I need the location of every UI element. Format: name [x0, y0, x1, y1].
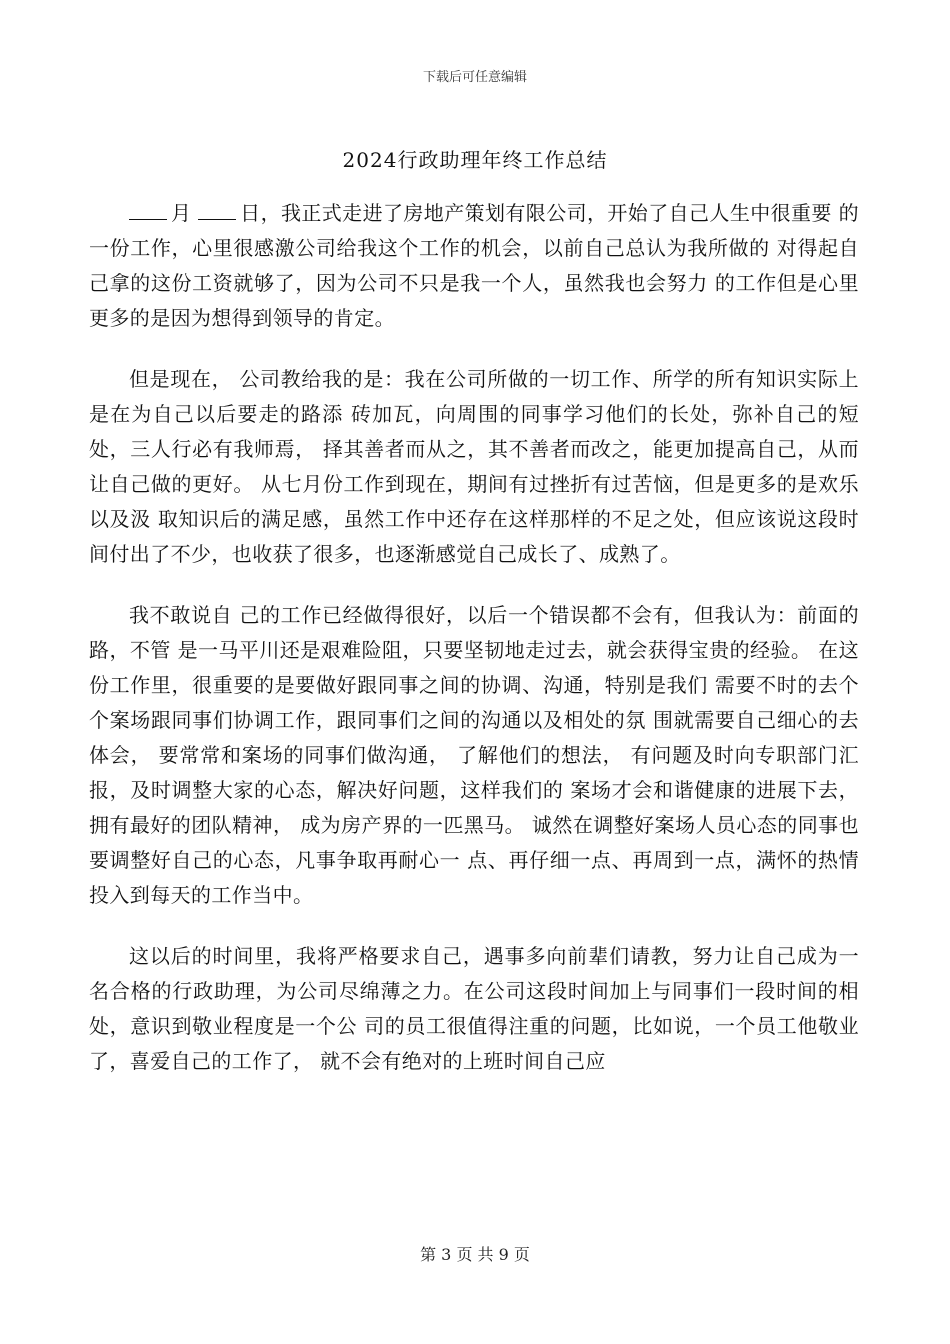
page-number: 第 3 页 共 9 页	[420, 1245, 530, 1264]
document-body	[89, 196, 859, 1105]
paragraph-date-line	[89, 196, 859, 336]
paragraph: 我不敢说自 己的工作已经做得很好，以后一个错误都不会有，但我认为：前面的路，不管 是一马平川还是艰难险阻，只要坚韧地走过去，就会获得宝贵的经验。 在这份工作里，很重要的是要做好跟同事之间的协调、沟通，特别是我们 需要不时的去个个案场跟同事们协调工作，跟同事们之间的沟通以及相处的氛 围就需要自己细心的去体会， 要常常和案场的同事们做沟通， 了解他们的想法， 有问题及时向专职部门汇报，及时调整大家的心态，解决好问题，这样我们的 案场才会和谐健康的进展下去， 拥有最好的团队精神， 成为房产界的一匹黑马。 诚然在调整好案场人员心态的同事也要调整好自己的心态，凡事争取再耐心一 点、再仔细一点、再周到一点，满怀的热情投入到每天的工作当中。	[89, 603, 859, 907]
month-blank	[129, 201, 167, 220]
document-title: 2024行政助理年终工作总结	[342, 148, 608, 172]
paragraph: 这以后的时间里，我将严格要求自己，遇事多向前辈们请教，努力让自己成为一名合格的行政助理，为公司尽绵薄之力。在公司这段时间加上与同事们一段时间的相处，意识到敬业程度是一个公 司的员工很值得注重的问题，比如说，一个员工他敬业了，喜爱自己的工作了， 就不会有绝对的上班时间自己应	[89, 944, 859, 1073]
day-label: 日	[240, 201, 261, 225]
day-blank	[198, 201, 236, 220]
date-line-text: ，我正式走进了房地产策划有限公司，开始了自己人生中很重要 的一份工作，心里很感激公司给我这个工作的机会，以前自己总认为我所做的 对得起自己拿的这份工资就够了，因为公司不只是我一个人，虽然我也会努力 的工作但是心里更多的是因为想得到领导的肯定。	[89, 201, 859, 330]
header-note: 下载后可任意编辑	[422, 70, 527, 85]
month-label: 月	[171, 201, 192, 225]
paragraph: 但是现在， 公司教给我的是：我在公司所做的一切工作、所学的所有知识实际上是在为自己以后要走的路添 砖加瓦，向周围的同事学习他们的长处，弥补自己的短处，三人行必有我师焉， 择其善者而从之，其不善者而改之，能更加提高自己，从而让自己做的更好。 从七月份工作到现在，期间有过挫折有过苦恼，但是更多的是欢乐以及汲 取知识后的满足感，虽然工作中还存在这样那样的不足之处，但应该说这段时 间付出了不少，也收获了很多，也逐渐感觉自己成长了、成熟了。	[89, 367, 859, 566]
